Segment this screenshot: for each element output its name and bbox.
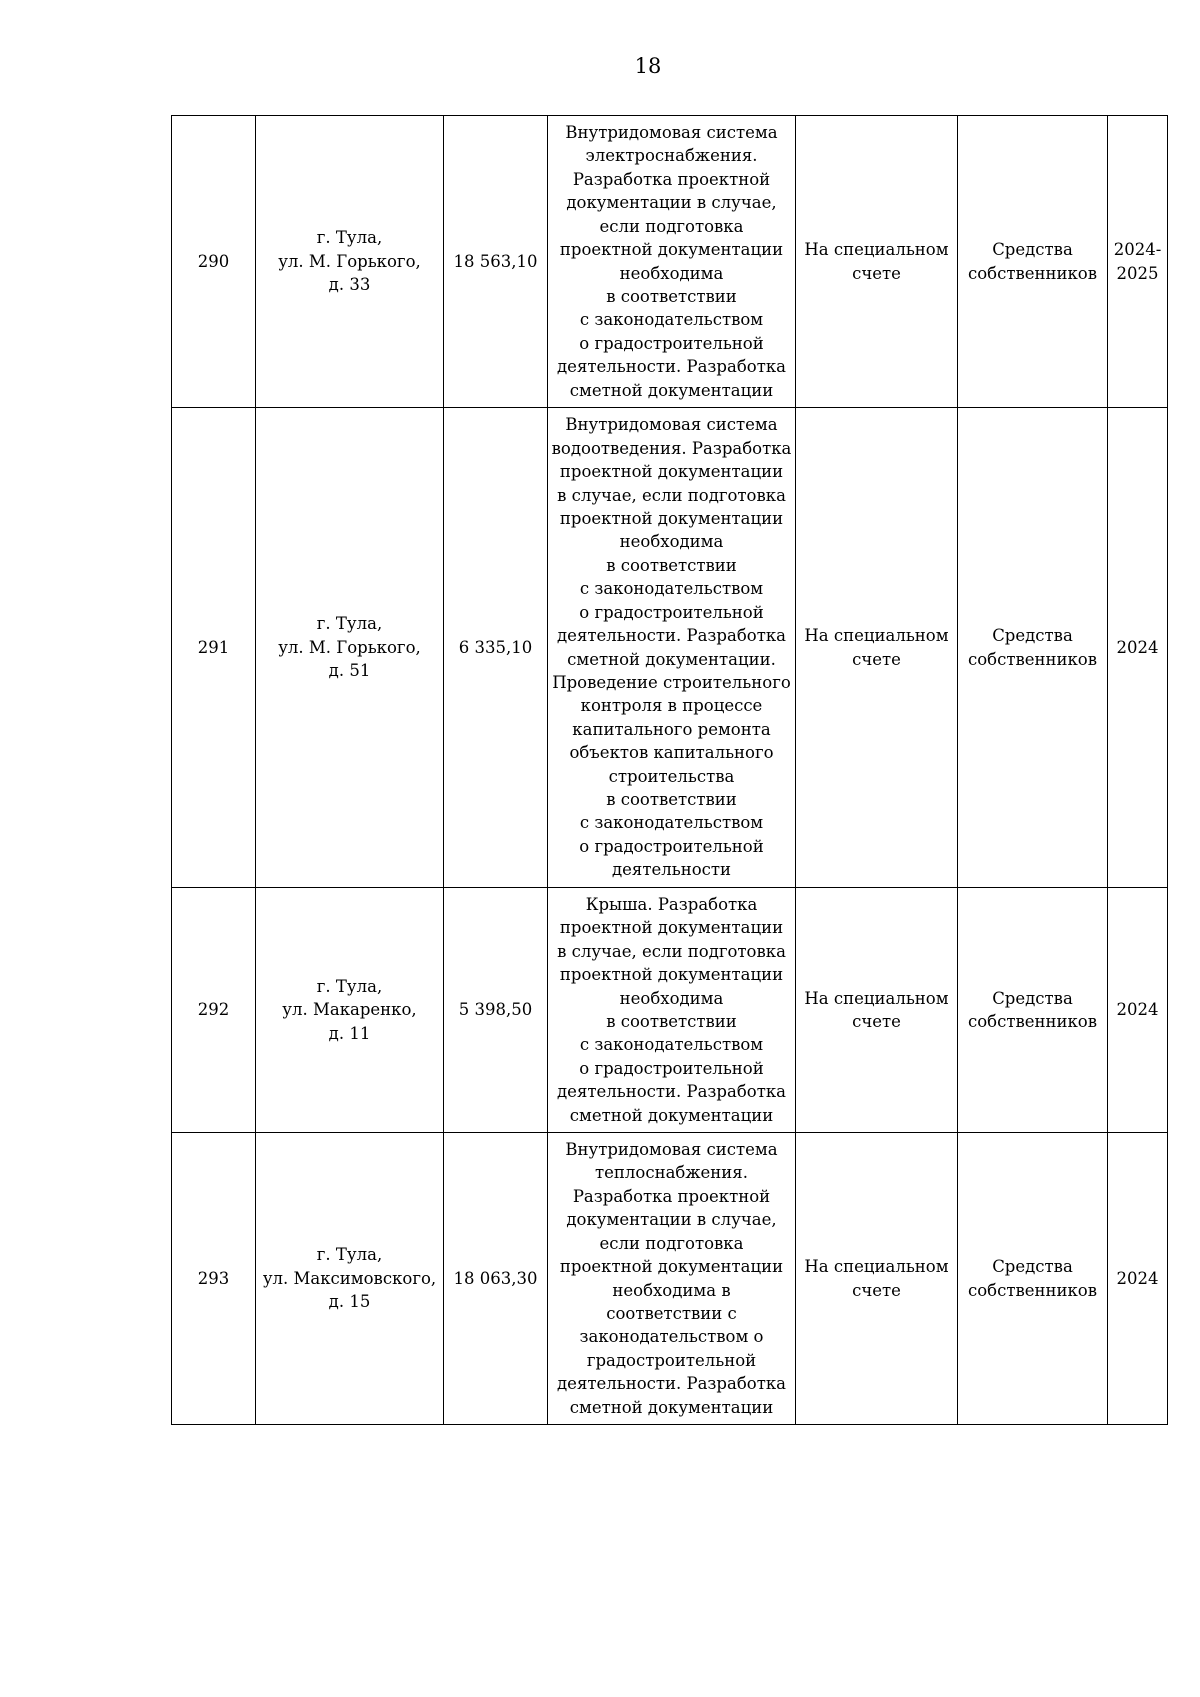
- work-description-cell: Внутридомовая система водоотведения. Разработка проектной документации в случае, если подготовка проектной документации необходима в соответствии с законодательством о градостроительной деятельности. Разработка сметной документации. Проведение строительного контроля в процессе капитального ремонта объектов капитального строительства в соответствии с законодательством о градостроительной деятельности: [548, 408, 796, 888]
- row-number: 290: [172, 116, 256, 408]
- period-cell: 2024: [1108, 1133, 1168, 1425]
- row-number: 292: [172, 888, 256, 1133]
- work-description-cell: Внутридомовая система электроснабжения. Разработка проектной документации в случае, если подготовка проектной документации необходима в соответствии с законодательством о градостроительной деятельности. Разработка сметной документации: [548, 116, 796, 408]
- capital-repair-table: [171, 115, 1168, 1425]
- page-number: 18: [634, 54, 662, 78]
- period-cell: 2024- 2025: [1108, 116, 1168, 408]
- address-cell: г. Тула, ул. Макаренко, д. 11: [256, 888, 444, 1133]
- table-row: [172, 1133, 1168, 1425]
- address-cell: г. Тула, ул. Максимовского, д. 15: [256, 1133, 444, 1425]
- fund-method-cell: На специальном счете: [796, 888, 958, 1133]
- address-cell: г. Тула, ул. М. Горького, д. 33: [256, 116, 444, 408]
- funding-source-cell: Средства собственников: [958, 408, 1108, 888]
- period-cell: 2024: [1108, 888, 1168, 1133]
- table-row: [172, 888, 1168, 1133]
- table-row: [172, 408, 1168, 888]
- fund-method-cell: На специальном счете: [796, 116, 958, 408]
- funding-source-cell: Средства собственников: [958, 116, 1108, 408]
- area-cell: 5 398,50: [444, 888, 548, 1133]
- funding-source-cell: Средства собственников: [958, 888, 1108, 1133]
- area-cell: 18 563,10: [444, 116, 548, 408]
- area-cell: 18 063,30: [444, 1133, 548, 1425]
- area-cell: 6 335,10: [444, 408, 548, 888]
- table-row: [172, 116, 1168, 408]
- fund-method-cell: На специальном счете: [796, 408, 958, 888]
- row-number: 291: [172, 408, 256, 888]
- period-cell: 2024: [1108, 408, 1168, 888]
- work-description-cell: Внутридомовая система теплоснабжения. Разработка проектной документации в случае, если подготовка проектной документации необходима в соответствии с законодательством о градостроительной деятельности. Разработка сметной документации: [548, 1133, 796, 1425]
- work-description-cell: Крыша. Разработка проектной документации в случае, если подготовка проектной документации необходима в соответствии с законодательством о градостроительной деятельности. Разработка сметной документации: [548, 888, 796, 1133]
- fund-method-cell: На специальном счете: [796, 1133, 958, 1425]
- funding-source-cell: Средства собственников: [958, 1133, 1108, 1425]
- address-cell: г. Тула, ул. М. Горького, д. 51: [256, 408, 444, 888]
- row-number: 293: [172, 1133, 256, 1425]
